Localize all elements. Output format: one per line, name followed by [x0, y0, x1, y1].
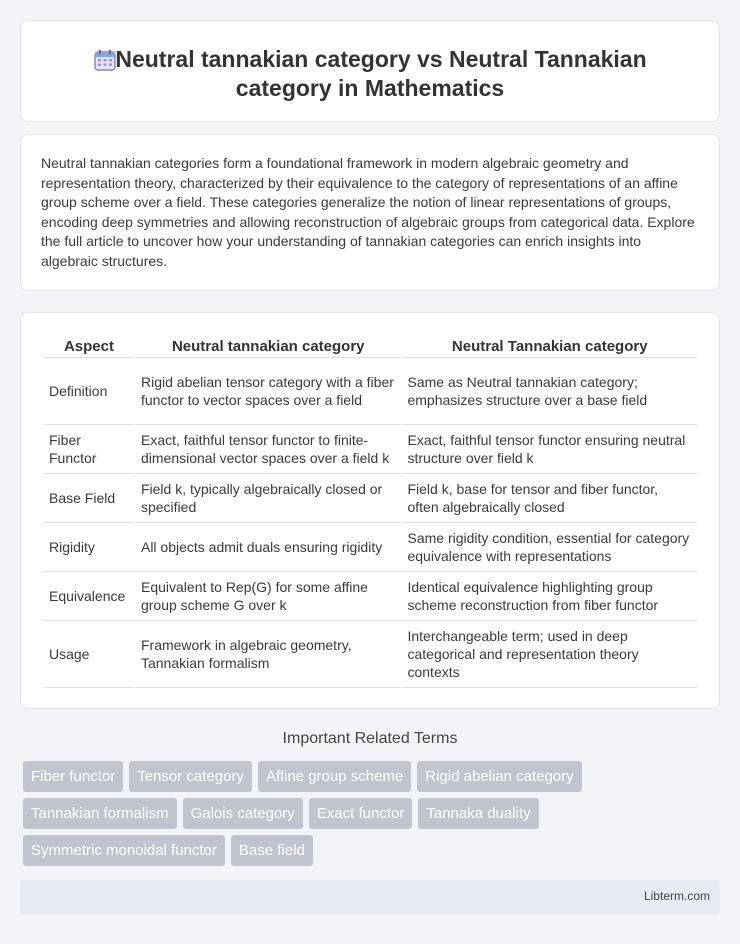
- tag-affine-group-scheme[interactable]: Affine group scheme: [258, 761, 411, 792]
- tag-row: [23, 835, 723, 866]
- tag-rigid-abelian-category[interactable]: Rigid abelian category: [417, 761, 581, 792]
- page-title-line-2: category in Mathematics: [235, 75, 505, 101]
- title-card: [20, 20, 720, 122]
- header-col-2: Neutral Tannakian category: [402, 332, 697, 358]
- comparison-card: [20, 312, 720, 709]
- footer: [20, 880, 720, 914]
- tag-symmetric-monoidal-functor[interactable]: Symmetric monoidal functor: [23, 835, 225, 866]
- table-cell: Equivalent to Rep(G) for some affine group scheme G over k: [136, 572, 401, 621]
- page-title-line-1: Neutral tannakian category vs Neutral Tannakian: [115, 46, 647, 72]
- tag-fiber-functor[interactable]: Fiber functor: [23, 761, 123, 792]
- tag-tensor-category[interactable]: Tensor category: [129, 761, 252, 792]
- tag-exact-functor[interactable]: Exact functor: [309, 798, 413, 829]
- footer-site-link[interactable]: Libterm.com: [643, 889, 710, 903]
- table-cell: Field k, typically algebraically closed or specified: [136, 474, 401, 523]
- table-cell: Framework in algebraic geometry, Tannakian formalism: [136, 621, 401, 688]
- table-cell-aspect: Equivalence: [44, 572, 134, 621]
- table-cell: Exact, faithful tensor functor to finite-dimensional vector spaces over a field k: [136, 425, 401, 474]
- tag-galois-category[interactable]: Galois category: [183, 798, 303, 829]
- comparison-table: [42, 332, 699, 688]
- table-cell: Interchangeable term; used in deep categorical and representation theory contexts: [402, 621, 697, 688]
- table-row: [44, 621, 697, 688]
- tag-tannakian-formalism[interactable]: Tannakian formalism: [23, 798, 177, 829]
- table-cell: Field k, base for tensor and fiber functor, often algebraically closed: [402, 474, 697, 523]
- header-aspect: Aspect: [44, 332, 134, 358]
- table-cell: Same rigidity condition, essential for category equivalence with representations: [402, 523, 697, 572]
- table-cell-aspect: Fiber Functor: [44, 425, 134, 474]
- page-title: [21, 45, 719, 103]
- table-cell-aspect: Base Field: [44, 474, 134, 523]
- table-cell: Exact, faithful tensor functor ensuring neutral structure over field k: [402, 425, 697, 474]
- table-row: [44, 572, 697, 621]
- table-row: [44, 425, 697, 474]
- table-cell: Identical equivalence highlighting group scheme reconstruction from fiber functor: [402, 572, 697, 621]
- related-terms-title: Important Related Terms: [282, 730, 458, 747]
- table-header-row: [44, 332, 697, 358]
- table-cell-aspect: Rigidity: [44, 523, 134, 572]
- intro-paragraph: Neutral tannakian categories form a foundational framework in modern algebraic geometry and representation theory, characterized by their equivalence to the category of representations of an affine group scheme over a field. These categories generalize the notion of linear representations of groups, encoding deep symmetries and allowing reconstruction of algebraic groups from categorical data. Explore the full article to uncover how your understanding of tannakian categories can enrich insights into algebraic structures.: [41, 155, 695, 269]
- table-row: [44, 358, 697, 425]
- table-cell-aspect: Definition: [44, 358, 134, 425]
- table-cell: Rigid abelian tensor category with a fiber functor to vector spaces over a field: [136, 358, 401, 425]
- tag-row: [23, 798, 723, 829]
- tag-base-field[interactable]: Base field: [231, 835, 313, 866]
- table-row: [44, 523, 697, 572]
- tag-tannaka-duality[interactable]: Tannaka duality: [418, 798, 538, 829]
- intro-card: [20, 134, 720, 291]
- table-cell-aspect: Usage: [44, 621, 134, 688]
- related-terms-list: [23, 761, 723, 872]
- table-cell: All objects admit duals ensuring rigidity: [136, 523, 401, 572]
- table-row: [44, 474, 697, 523]
- table-cell: Same as Neutral tannakian category; emphasizes structure over a base field: [402, 358, 697, 425]
- header-col-1: Neutral tannakian category: [136, 332, 401, 358]
- tag-row: [23, 761, 723, 792]
